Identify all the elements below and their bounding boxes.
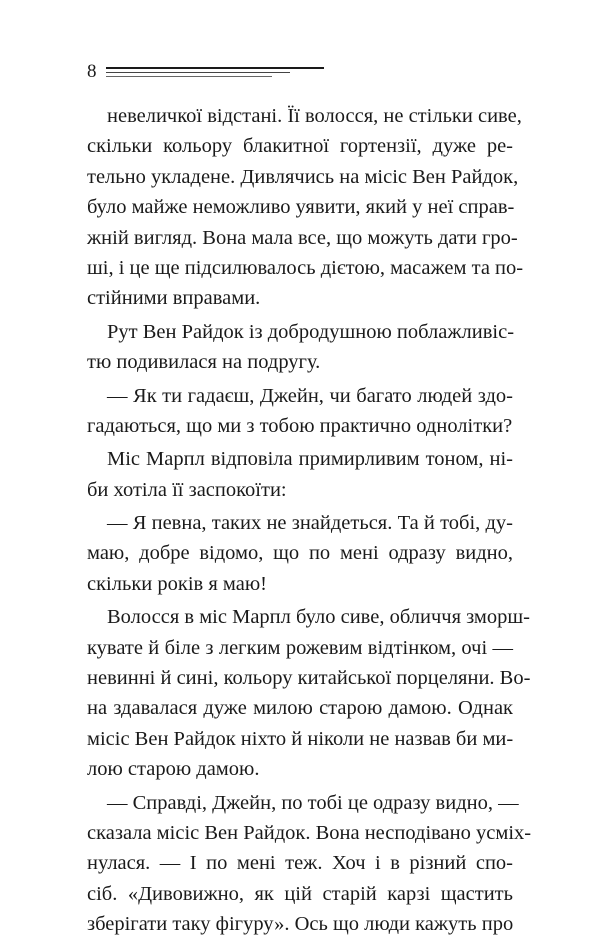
- paragraph: [87, 508, 513, 599]
- text-line: Волосся в міс Марпл було сиве, обличчя зморш-: [107, 606, 531, 629]
- text-line: ші, і це ще підсилювалось дієтою, масажем та по-: [87, 256, 524, 279]
- text-line: місіс Вен Райдок ніхто й ніколи не назвав би ми-: [87, 727, 514, 750]
- text-line: Міс Марпл відповіла примирливим тоном, ні-: [107, 448, 513, 471]
- text-line: тю подивилася на подругу.: [87, 351, 321, 374]
- header-rule: [106, 76, 272, 77]
- page-header: [87, 62, 327, 84]
- text-line: на здавалася дуже милою старою дамою. Однак: [87, 697, 513, 720]
- paragraph: [87, 381, 513, 442]
- text-line: кувате й біле з легким рожевим відтінком, очі —: [87, 636, 513, 659]
- text-line: тельно укладене. Дивлячись на місіс Вен Райдок,: [87, 165, 519, 188]
- text-line: невеличкої відстані. Її волосся, не стільки сиве,: [107, 105, 522, 127]
- text-line: би хотіла її заспокоїти:: [87, 478, 287, 501]
- text-line: скільки кольору блакитної гортензії, дуже ре-: [87, 135, 513, 158]
- header-rule: [106, 72, 290, 73]
- text-line: було майже неможливо уявити, який у неї справ-: [87, 196, 515, 219]
- text-line: Рут Вен Райдок із добродушною поблажливіс-: [107, 320, 515, 343]
- paragraph: [87, 317, 513, 378]
- text-line: лою старою дамою.: [87, 758, 260, 781]
- paragraph: [87, 101, 524, 314]
- text-line: — Справді, Джейн, по тобі це одразу видно, —: [107, 791, 519, 814]
- text-line: зберігати таку фігуру». Ось що люди кажуть про: [87, 913, 514, 936]
- paragraph: [87, 444, 513, 505]
- text-line: скільки років я маю!: [87, 572, 267, 595]
- text-line: нулася. — І по мені теж. Хоч і в різний спо-: [87, 852, 513, 875]
- text-line: — Я певна, таких не знайдеться. Та й тобі, ду-: [107, 512, 513, 535]
- text-line: стійними вправами.: [87, 287, 261, 310]
- body-text: [87, 101, 532, 943]
- paragraph: [87, 602, 531, 784]
- text-line: гадаються, що ми з тобою практично однолітки?: [87, 414, 513, 437]
- text-line: маю, добре відомо, що по мені одразу видно,: [87, 542, 513, 565]
- text-line: невинні й сині, кольору китайської порцеляни. Во-: [87, 667, 531, 690]
- header-rule: [106, 67, 324, 69]
- text-line: сказала місіс Вен Райдок. Вона несподівано усміх-: [87, 821, 532, 844]
- page-number: 8: [87, 61, 97, 82]
- text-line: жній вигляд. Вона мала все, що можуть дати гро-: [87, 226, 518, 249]
- text-line: сіб. «Дивовижно, як цій старій карзі щастить: [87, 882, 513, 905]
- text-line: — Як ти гадаєш, Джейн, чи багато людей здо-: [107, 384, 513, 407]
- paragraph: [87, 788, 532, 940]
